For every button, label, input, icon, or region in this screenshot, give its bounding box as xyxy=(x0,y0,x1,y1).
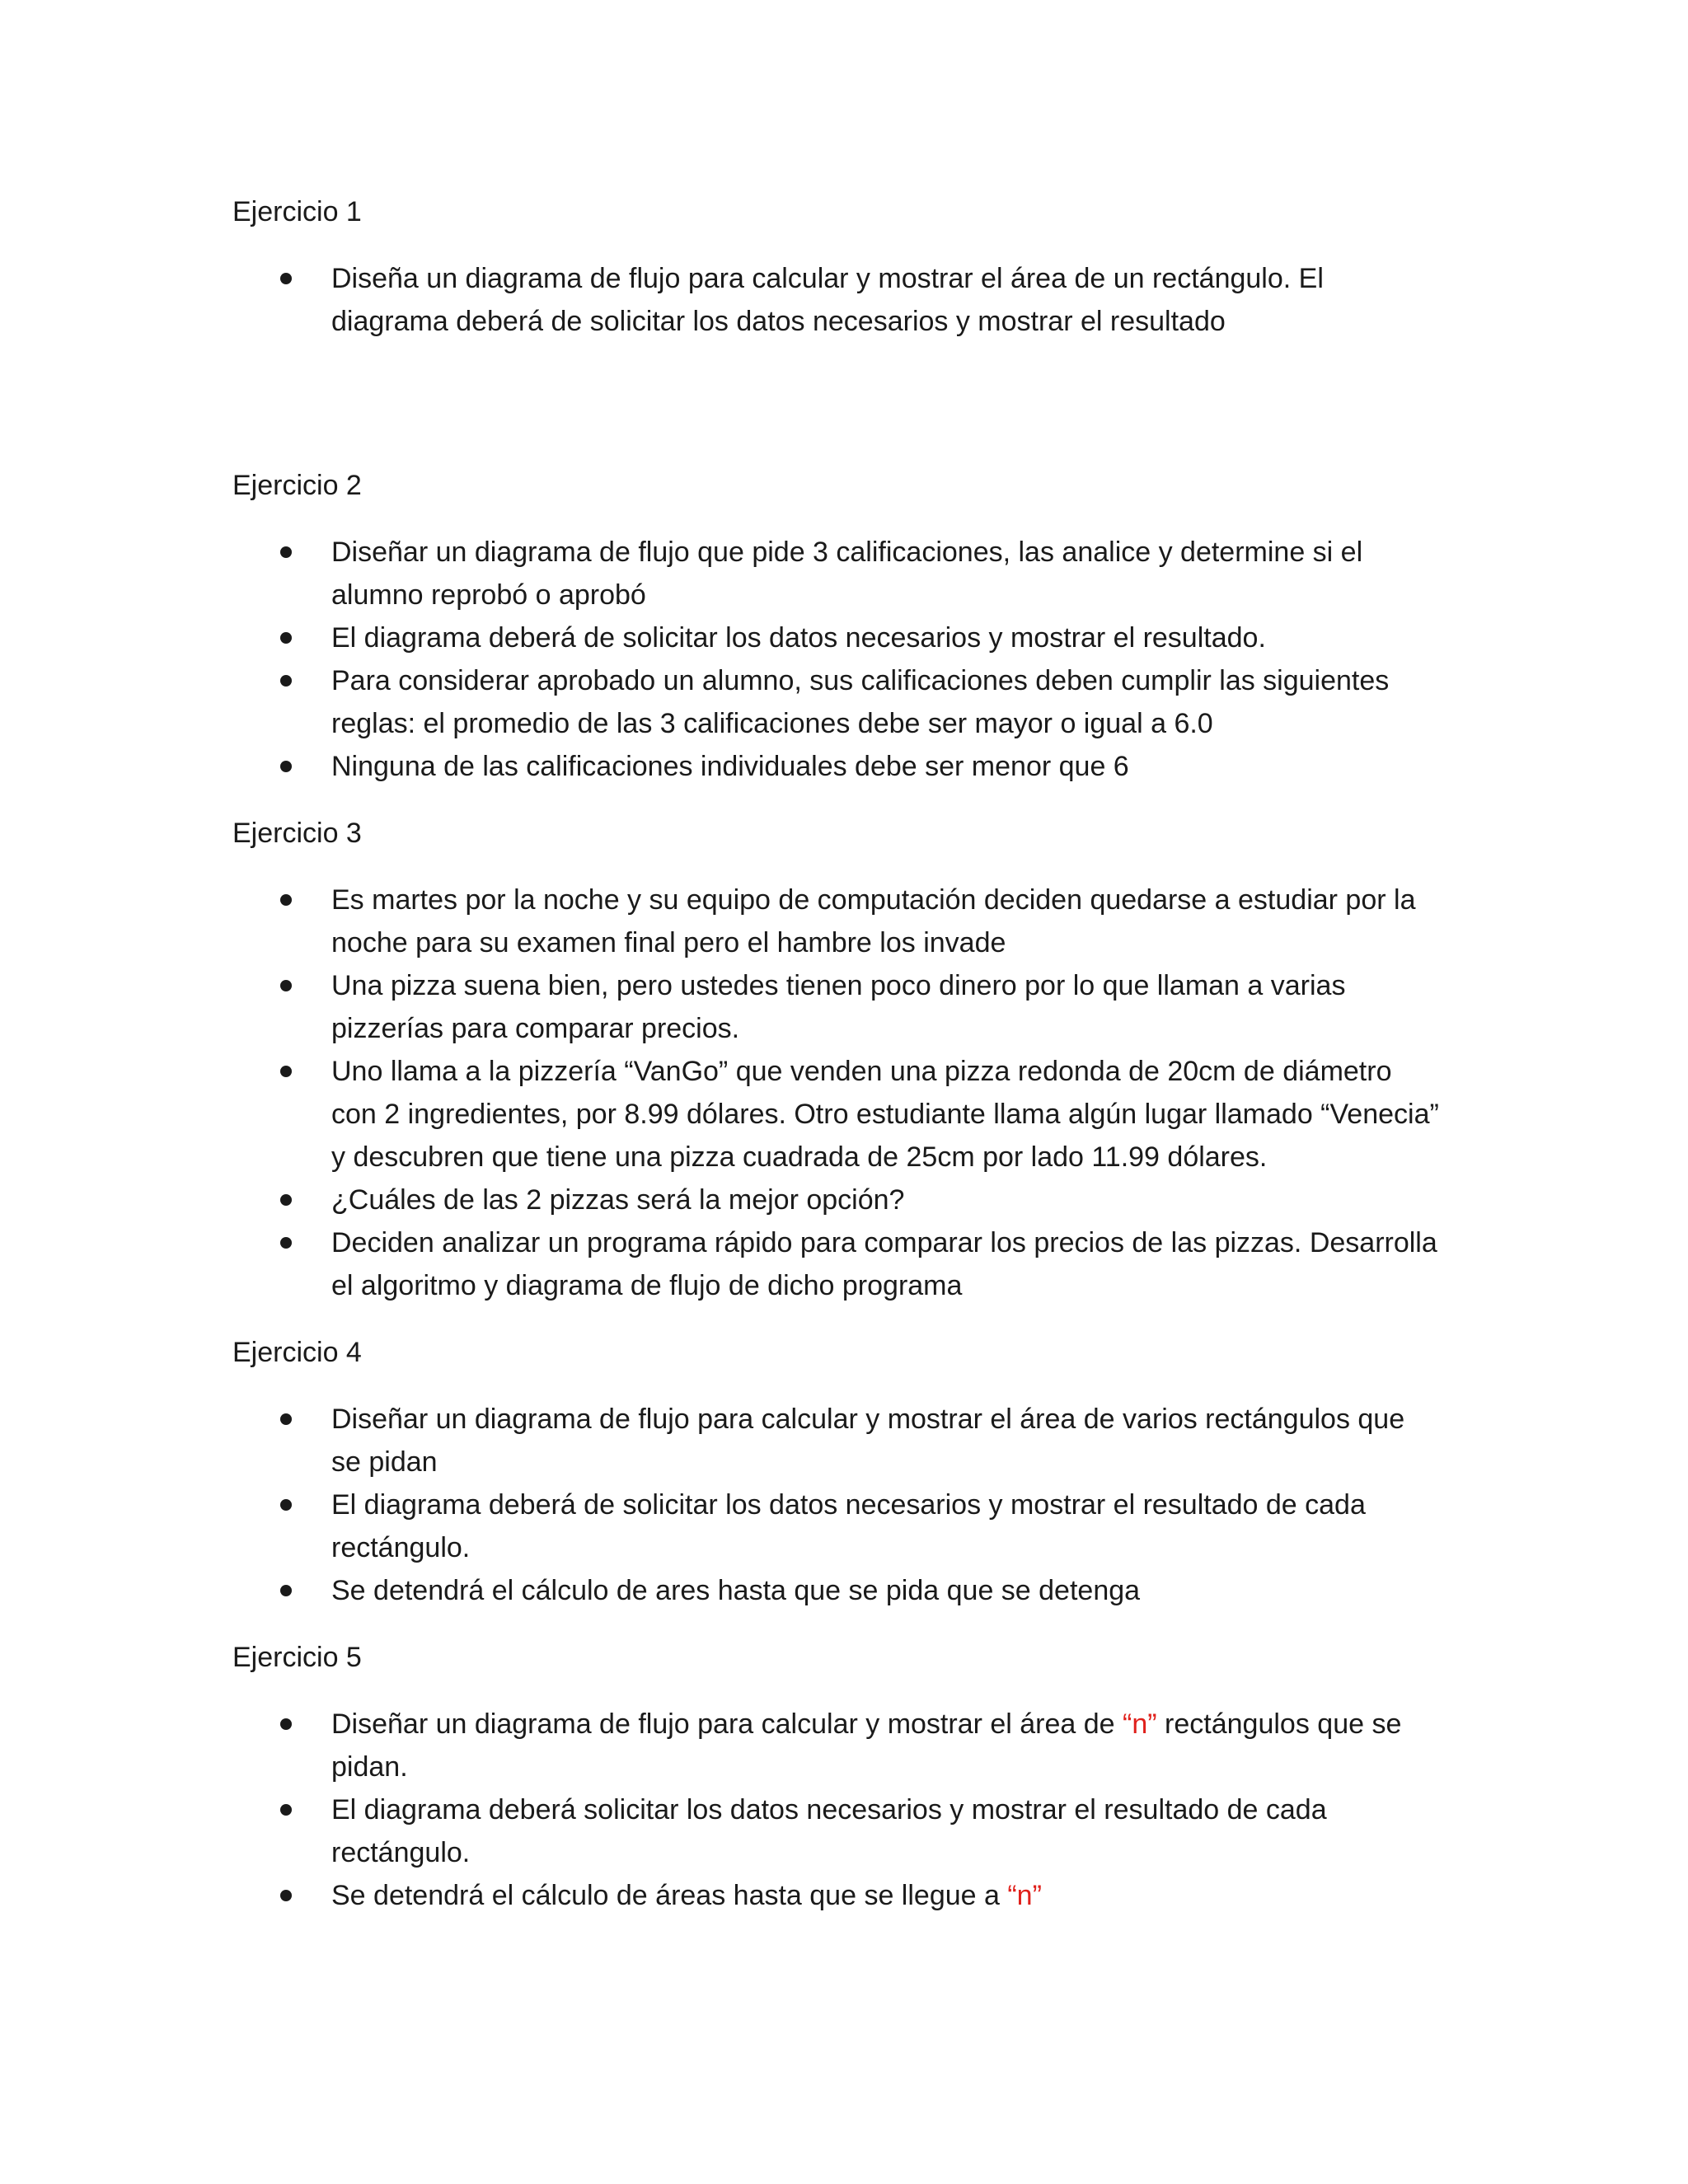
text-run: Se detendrá el cálculo de áreas hasta que se llegue a xyxy=(331,1880,1008,1911)
bullet-icon xyxy=(280,675,292,687)
list-item-text: El diagrama deberá de solicitar los datos necesarios y mostrar el resultado de cada rectángulo. xyxy=(331,1489,1366,1563)
list-item xyxy=(232,1788,1441,1874)
list-item xyxy=(232,1483,1441,1569)
text-run: rectángulos que se pidan. xyxy=(331,1708,1402,1783)
exercise-4 xyxy=(232,1332,1441,1612)
bullet-icon xyxy=(280,1413,292,1425)
highlight-n: “n” xyxy=(1123,1708,1157,1740)
list-item-text: Deciden analizar un programa rápido para comparar los precios de las pizzas. Desarrolla el algoritmo y diagrama de flujo de dicho programa xyxy=(331,1227,1437,1301)
list-item-text xyxy=(331,1708,1401,1783)
list-item-text: El diagrama deberá de solicitar los datos necesarios y mostrar el resultado. xyxy=(331,622,1266,654)
list-item-text: El diagrama deberá solicitar los datos necesarios y mostrar el resultado de cada rectángulo. xyxy=(331,1794,1327,1868)
bullet-icon xyxy=(280,1194,292,1206)
list-item-text: Una pizza suena bien, pero ustedes tienen poco dinero por lo que llaman a varias pizzerías para comparar precios. xyxy=(331,970,1346,1044)
list-item-text: ¿Cuáles de las 2 pizzas será la mejor opción? xyxy=(331,1184,905,1216)
exercise-1-bullets xyxy=(232,257,1441,343)
list-item xyxy=(232,1569,1441,1612)
text-run: Diseñar un diagrama de flujo para calcular y mostrar el área de xyxy=(331,1708,1123,1740)
exercise-1-heading: Ejercicio 1 xyxy=(232,196,362,227)
bullet-icon xyxy=(280,1585,292,1596)
list-item xyxy=(232,659,1441,745)
bullet-icon xyxy=(280,632,292,644)
bullet-icon xyxy=(280,980,292,991)
bullet-icon xyxy=(280,1804,292,1816)
list-item xyxy=(232,616,1441,659)
list-item-text xyxy=(331,1880,1042,1911)
list-item xyxy=(232,1050,1441,1179)
exercise-2-heading: Ejercicio 2 xyxy=(232,470,362,501)
bullet-icon xyxy=(280,546,292,558)
bullet-icon xyxy=(280,1890,292,1901)
list-item xyxy=(232,1703,1441,1788)
list-item xyxy=(232,1179,1441,1221)
list-item-text: Es martes por la noche y su equipo de computación deciden quedarse a estudiar por la noche para su examen final pero el hambre los invade xyxy=(331,884,1416,958)
bullet-icon xyxy=(280,1718,292,1730)
bullet-icon xyxy=(280,761,292,772)
highlight-n: “n” xyxy=(1007,1880,1042,1911)
list-item-text: Se detendrá el cálculo de ares hasta que se pida que se detenga xyxy=(331,1575,1141,1606)
exercise-3 xyxy=(232,813,1441,1307)
bullet-icon xyxy=(280,1066,292,1077)
exercise-4-heading: Ejercicio 4 xyxy=(232,1337,362,1368)
exercise-2-bullets xyxy=(232,531,1441,788)
bullet-icon xyxy=(280,1237,292,1249)
list-item-text: Diseñar un diagrama de flujo para calcular y mostrar el área de varios rectángulos que se pidan xyxy=(331,1404,1405,1478)
exercise-4-bullets xyxy=(232,1398,1441,1612)
exercise-5-bullets xyxy=(232,1703,1441,1917)
list-item xyxy=(232,257,1441,343)
list-item xyxy=(232,1221,1441,1307)
list-item xyxy=(232,879,1441,964)
bullet-icon xyxy=(280,894,292,906)
list-item-text: Ninguna de las calificaciones individuales debe ser menor que 6 xyxy=(331,751,1129,782)
list-item-text: Diseña un diagrama de flujo para calcular y mostrar el área de un rectángulo. El diagrama deberá de solicitar los datos necesarios y mostrar el resultado xyxy=(331,263,1324,337)
exercise-5 xyxy=(232,1637,1441,1917)
list-item-text: Diseñar un diagrama de flujo que pide 3 calificaciones, las analice y determine si el alumno reprobó o aprobó xyxy=(331,537,1363,611)
exercise-2 xyxy=(232,465,1441,788)
bullet-icon xyxy=(280,273,292,284)
list-item xyxy=(232,1398,1441,1483)
exercise-3-bullets xyxy=(232,879,1441,1307)
list-item xyxy=(232,745,1441,788)
list-item-text: Uno llama a la pizzería “VanGo” que venden una pizza redonda de 20cm de diámetro con 2 ingredientes, por 8.99 dólares. Otro estudiante llama algún lugar llamado “Venecia” y descubren que tiene una pizza cuadrada de 25cm por lado 11.99 dólares. xyxy=(331,1056,1439,1173)
exercise-3-heading: Ejercicio 3 xyxy=(232,818,362,849)
bullet-icon xyxy=(280,1499,292,1511)
list-item xyxy=(232,531,1441,616)
exercise-1 xyxy=(232,191,1441,343)
exercise-5-heading: Ejercicio 5 xyxy=(232,1642,362,1673)
list-item-text: Para considerar aprobado un alumno, sus calificaciones deben cumplir las siguientes reglas: el promedio de las 3 calificaciones debe ser mayor o igual a 6.0 xyxy=(331,665,1390,739)
list-item xyxy=(232,1874,1441,1917)
list-item xyxy=(232,964,1441,1050)
